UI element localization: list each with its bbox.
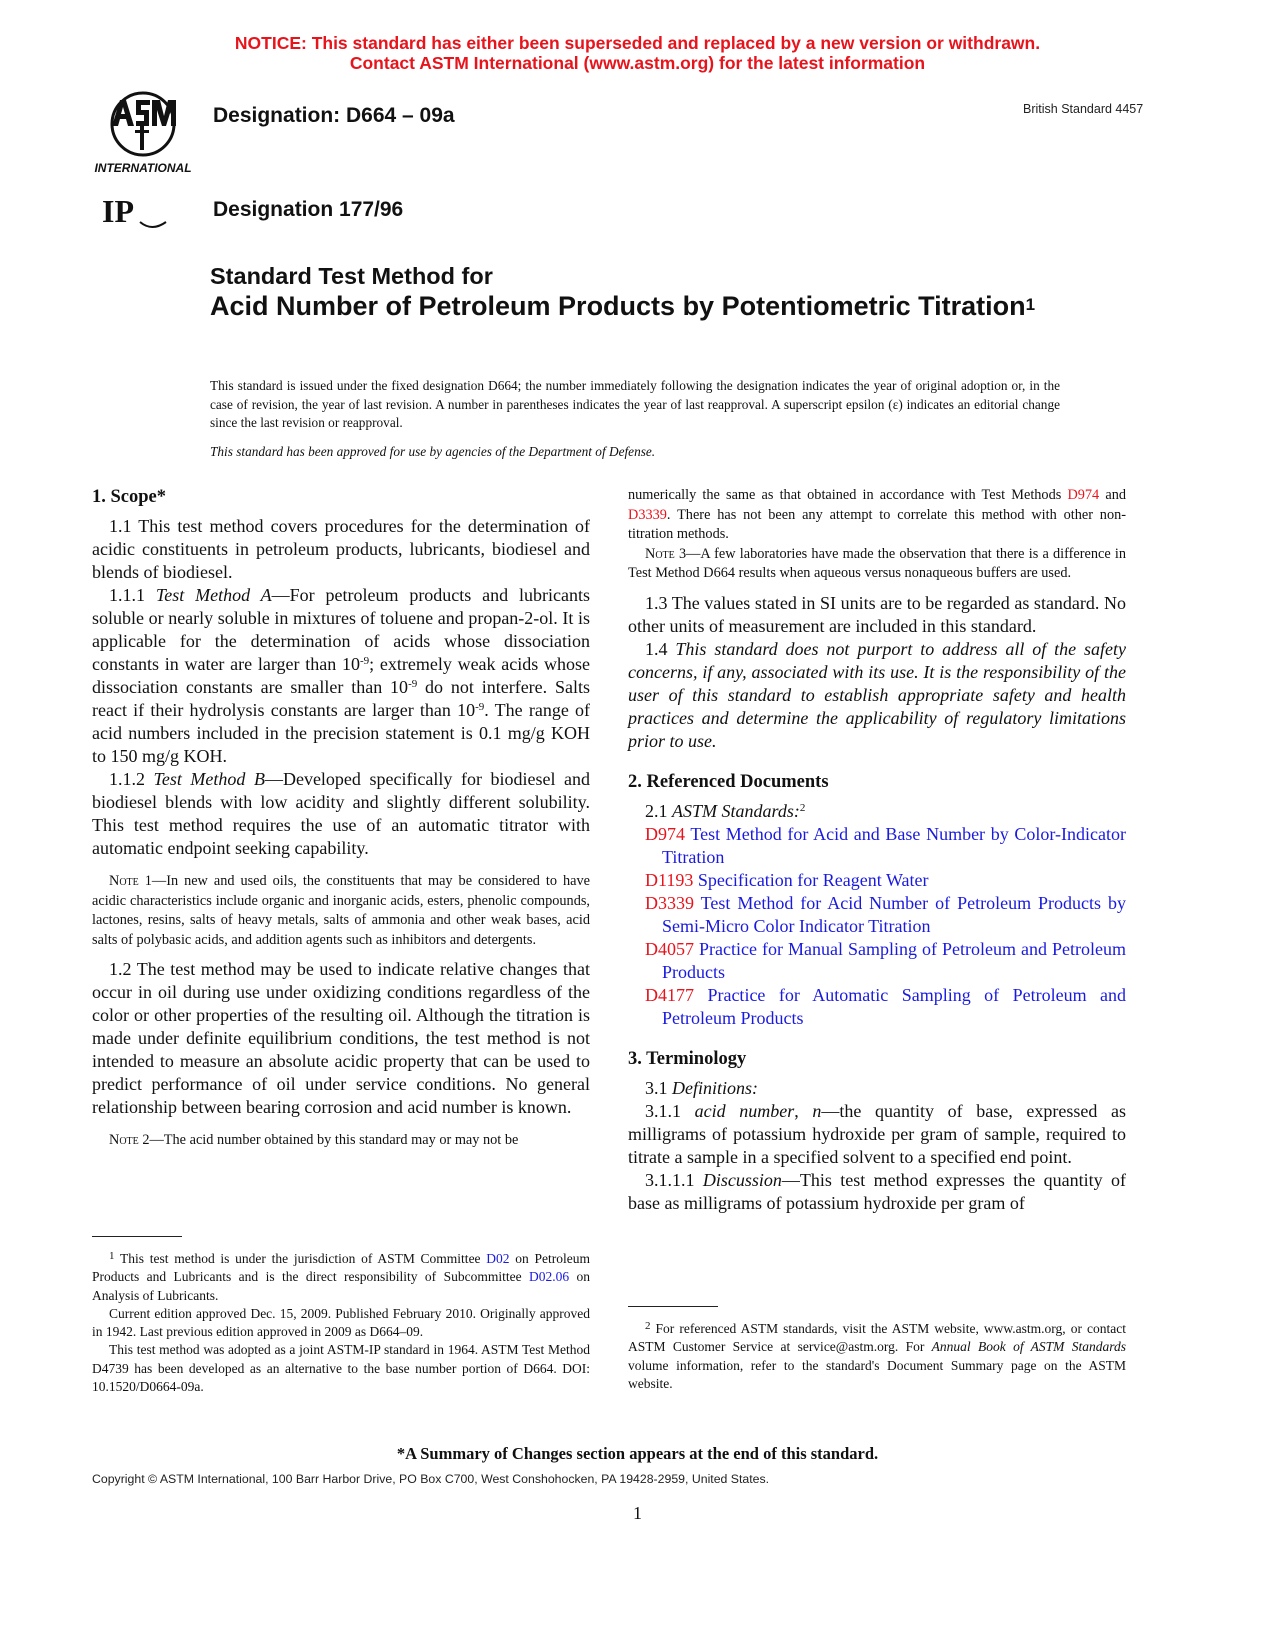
footnote-1-p2: Current edition approved Dec. 15, 2009. Published February 2010. Originally approved in 1942. Last previous edition approved in 2009 as D664–09. [92,1305,590,1340]
title-main [210,290,1110,323]
para-3-1: 3.1 Definitions: [645,1077,758,1098]
committee-d02-link[interactable]: D02 [486,1251,510,1266]
footnote-2-p1: $^2$ For referenced ASTM standards, visit the ASTM website, www.astm.org, or contact ASTM Customer Service at service@astm.org. For Annual Book of ASTM Standards volume information, refer to the standard's Document Summary page on the ASTM website. [628,1320,1126,1391]
note-3: Note 3—A few laboratories have made the observation that there is a difference in Test Method D664 results when aqueous versus nonaqueous buffers are used. [628,545,1126,581]
right-column [628,486,1126,1215]
reference-item[interactable]: D1193 Specification for Reagent Water [645,869,929,890]
d974-link[interactable]: D974 [1067,487,1100,503]
para-1-1-2: 1.1.2 Test Method B—Developed specifically for biodiesel and biodiesel blends with low acidity and slightly different solubility. This test method requires the use of an automatic titrator with automatic endpoint seeking capability. [92,769,590,858]
reference-item[interactable]: D3339 Test Method for Acid Number of Petroleum Products by Semi-Micro Color Indicator Titration [645,892,1126,936]
reference-item[interactable]: D974 Test Method for Acid and Base Number by Color-Indicator Titration [645,823,1126,867]
para-1-2: 1.2 The test method may be used to indicate relative changes that occur in oil during use under oxidizing conditions regardless of the color or other properties of the resulting oil. Although the titration is made under definite equilibrium conditions, the test method is not intended to measure an absolute acidic property that can be used to predict performance of oil under service conditions. No general relationship between bearing corrosion and acid number is known. [92,959,590,1117]
footnote-rule-left [92,1236,182,1237]
issued-statement: This standard is issued under the fixed designation D664; the number immediately following the designation indicates the year of original adoption or, in the case of revision, the year of last revision. A number in parentheses indicates the year of last reapproval. A superscript epsilon (ε) indicates an editorial change since the last revision or reapproval. [210,378,1060,430]
page-number: 1 [633,1503,642,1523]
notice-banner [0,33,1275,73]
title-main-text: Acid Number of Petroleum Products by Potentiometric Titration [210,291,1026,321]
footnote-1-p1: $^1$ This test method is under the jurisdiction of ASTM Committee D02 on Petroleum Products and Lubricants and is the direct responsibility of Subcommittee D02.06 on Analysis of Lubricants. [92,1250,590,1303]
title-line-1: Standard Test Method for [210,263,493,289]
note-1: Note 1—In new and used oils, the constituents that may be considered to have acidic characteristics include organic and inorganic acids, esters, phenolic compounds, lactones, resins, salts of heavy metals, salts of ammonia and other weak bases, acid salts of polybasic acids, and addition agents such as inhibitors and detergents. [92,873,590,948]
left-column [92,486,590,1151]
notice-line-1: NOTICE: This standard has either been superseded and replaced by a new version or withdrawn. [234,33,1041,53]
notice-line-2: Contact ASTM International (www.astm.org) for the latest information [349,53,926,73]
para-2-1: 2.1 ASTM Standards:$^2$ [645,800,806,821]
footnote-rule-right [628,1306,718,1307]
section-1-heading: 1. Scope* [92,487,166,507]
footnote-1 [92,1250,590,1396]
british-standard: British Standard 4457 [1023,102,1144,116]
copyright-line: Copyright © ASTM International, 100 Barr Harbor Drive, PO Box C700, West Conshohocken, PA 19428-2959, United States. [92,1472,770,1486]
para-1-3: 1.3 The values stated in SI units are to be regarded as standard. No other units of measurement are included in this standard. [628,592,1126,636]
footnote-1-p3: This test method was adopted as a joint ASTM-IP standard in 1964. ASTM Test Method D4739 has been developed as an alternative to the base number portion of D664. DOI: 10.1520/D0664-09a. [92,1342,590,1395]
section-2-heading: 2. Referenced Documents [628,771,829,792]
designation-astm: Designation: D664 – 09a [213,104,455,127]
designation-ip: Designation 177/96 [213,198,404,221]
section-3-heading: 3. Terminology [628,1048,747,1069]
dod-approval: This standard has been approved for use by agencies of the Department of Defense. [210,444,656,459]
reference-item[interactable]: D4057 Practice for Manual Sampling of Petroleum and Petroleum Products [645,938,1126,982]
para-3-1-1-1: 3.1.1.1 Discussion—This test method expresses the quantity of base as milligrams of potassium hydroxide per gram of [628,1169,1127,1213]
document-title [210,262,1110,323]
astm-logo-text: INTERNATIONAL [94,161,192,175]
astm-logo [92,86,194,178]
para-1-4: 1.4 This standard does not purport to address all of the safety concerns, if any, associated with its use. It is the responsibility of the user of this standard to establish appropriate safety and health practices and determine the applicability of regulatory limitations prior to use. [628,638,1127,751]
svg-text:IP: IP [102,193,134,229]
footnote-2 [628,1320,1126,1393]
para-1-1: 1.1 This test method covers procedures for the determination of acidic constituents in petroleum products, lubricants, biodiesel and blends of biodiesel. [92,516,590,582]
title-footnote-mark: 1 [1025,295,1036,314]
note-2-continued: numerically the same as that obtained in accordance with Test Methods D974 and D3339. There has not been any attempt to correlate this method with other non-titration methods. [628,487,1126,542]
d3339-link[interactable]: D3339 [628,506,667,523]
reference-item[interactable]: D4177 Practice for Automatic Sampling of Petroleum and Petroleum Products [645,984,1127,1028]
para-1-1-1: 1.1.1 Test Method A—For petroleum products and lubricants soluble or nearly soluble in mixtures of toluene and propan-2-ol. It is applicable for the determination of acids whose dissociation constants in water are larger than $10^{-9}$; extremely weak acids whose dissociation constants are smaller than $10^{-9}$ do not interfere. Salts react if their hydrolysis constants are larger than $10^{-9}$. The range of acid numbers included in the precision statement is 0.1 mg/g KOH to 150 mg/g KOH. [92,585,590,766]
note-2: Note 2—The acid number obtained by this standard may or may not be [109,1132,519,1148]
ip-logo [100,192,170,232]
para-3-1-1: 3.1.1 acid number, n—the quantity of base, expressed as milligrams of potassium hydroxide per gram of sample, required to titrate a sample in a specified solvent to a specified end point. [628,1100,1127,1167]
subcommittee-d02-06-link[interactable]: D02.06 [528,1269,570,1285]
summary-of-changes-note: *A Summary of Changes section appears at the end of this standard. [396,1444,879,1463]
